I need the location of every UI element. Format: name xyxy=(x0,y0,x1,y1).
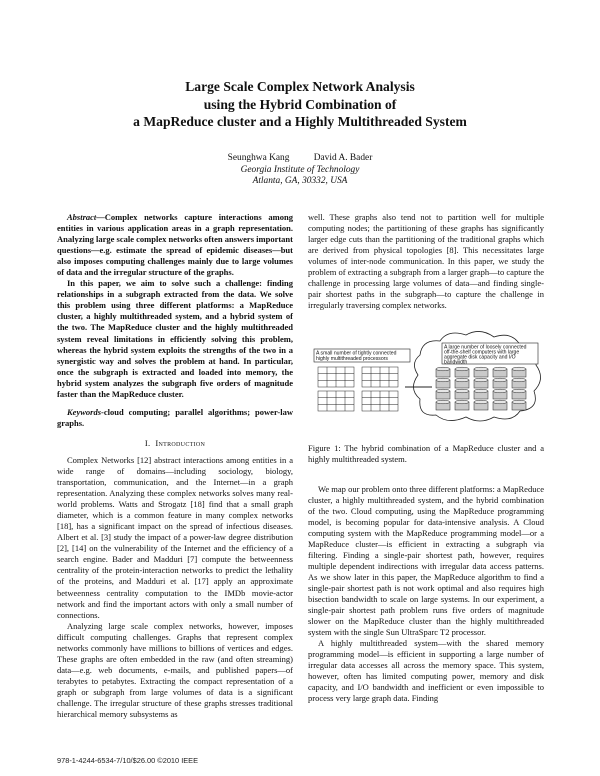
hybrid-system-diagram xyxy=(308,325,544,425)
body-paragraph-multithreaded: A highly multithreaded system—with the shared memory programming model—is efficient in supporting a large number of irregular data accesses all across the memory space. This system, however, often has limited computing power, memory and disk capacity, and I/O bandwidth and inefficient or even impossible to process very large graph data. Finding xyxy=(308,638,544,704)
title-line-3: a MapReduce cluster and a Highly Multithreaded System xyxy=(133,114,467,129)
left-label-line-2: highly multithreaded processors xyxy=(316,356,388,363)
affiliation: Georgia Institute of Technology xyxy=(240,164,360,175)
disk-top xyxy=(474,379,488,383)
disk-top xyxy=(455,379,469,383)
figure-1 xyxy=(308,325,544,425)
section-title: Introduction xyxy=(155,437,206,448)
disk-top xyxy=(512,390,526,394)
multithreaded-processors xyxy=(318,367,398,411)
disk-top xyxy=(493,368,507,372)
abstract-label: Abstract xyxy=(67,212,97,222)
body-paragraph-mapping: We map our problem onto three different platforms: a MapReduce cluster, a highly multithreaded system, and the hybrid combination of the two. Cloud computing, using the MapReduce programming model, is becoming popular for data-intensive analysis. A Cloud computing system with the MapReduce programming model—or a MapReduce cluster—is efficient in extracting a subgraph via filtering. Finding a single-pair shortest path, however, requires multiple dependent indirections with irregular data access patterns. As we show later in this paper, the MapReduce algorithm to find a single-pair shortest path is not work optimal and also requires high bisection bandwidth to scale on large systems. In our experiment, a single-pair shortest path problem runs five orders of magnitude slower on the MapReduce cluster than the highly multithreaded system with the single Sun UltraSparc T2 processor. xyxy=(308,483,544,638)
right-label-line-2: off-the-shelf computers with large xyxy=(444,349,520,356)
disk-top xyxy=(455,401,469,405)
disk-top xyxy=(436,368,450,372)
author-name: David A. Bader xyxy=(313,153,373,163)
right-label-line-3: aggregate disk capacity and I/O xyxy=(444,354,516,361)
section-heading xyxy=(57,438,293,449)
disk-top xyxy=(474,401,488,405)
disk-top xyxy=(436,379,450,383)
right-label-line-4: bandwidth xyxy=(444,359,468,366)
disk-top xyxy=(436,390,450,394)
disk-top xyxy=(512,401,526,405)
disk-top xyxy=(493,401,507,405)
author-names xyxy=(150,153,450,165)
disk-top xyxy=(512,368,526,372)
copyright-footer: 978-1-4244-6534-7/10/$26.00 ©2010 IEEE xyxy=(57,756,199,765)
author-block xyxy=(150,153,450,188)
disk-top xyxy=(455,390,469,394)
figure-caption: Figure 1: The hybrid combination of a MapReduce cluster and a highly multithreaded system. xyxy=(308,443,544,465)
disk-top xyxy=(436,401,450,405)
disk-top xyxy=(474,390,488,394)
disk-top xyxy=(474,368,488,372)
keywords-label: Keywords xyxy=(67,406,101,417)
disk-top xyxy=(493,379,507,383)
paper-title xyxy=(60,78,540,131)
abstract-paragraph xyxy=(57,212,293,278)
title-line-1: Large Scale Complex Network Analysis xyxy=(185,79,415,94)
section-numeral: I. xyxy=(144,437,151,448)
location: Atlanta, GA, 30332, USA xyxy=(252,176,348,186)
keywords-text: -cloud computing; parallel algorithms; power-law graphs. xyxy=(57,406,293,428)
body-paragraph-continued: well. These graphs also tend not to partition well for multiple computing nodes; the partitioning of these graphs has significantly larger edge cuts than the partitioning of the traditional graphs which are derived from physical topologies [8]. This necessitates large volumes of inter-node communication. In this paper, we study the problem of extracting a subgraph from a larger graph—to capture the challenge in processing large volumes of data—and finding single-pair shortest paths in the subgraph—to capture the challenge in irregularly traversing complex networks. xyxy=(308,212,544,311)
right-label-line-1: A large number of loosely connected xyxy=(444,344,527,351)
author-name: Seunghwa Kang xyxy=(227,153,290,163)
keywords xyxy=(57,407,293,429)
left-column xyxy=(57,212,293,720)
right-column xyxy=(308,212,544,704)
disk-top xyxy=(493,390,507,394)
intro-paragraph-2: Analyzing large scale complex networks, however, imposes difficult computing challenges. Graphs that represent complex networks commonly have millions to billions of vertices and edges. These graphs are often embedded in the raw (and often streaming) data—e.g. web documents, e-mails, and published papers—of terabytes to petabytes. Extracting the compact representation of a graph or subgraph from large volumes of data is a significant challenge. The irregular structure of these graphs stresses traditional hierarchical memory subsystems as xyxy=(57,620,293,720)
abstract-text: —Complex networks capture interactions among entities in various application areas in a graph representation. Analyzing large scale complex networks often answers important questions—e.g. estimate the spread of epidemic diseases—but also imposes computing challenges mainly due to large volumes of data and the irregular structure of the graphs. xyxy=(57,212,293,278)
intro-paragraph-1: Complex Networks [12] abstract interactions among entities in a wide range of domains—including sociology, biology, transportation, communication, and the Internet—in a graph representation. Analyzing these complex networks solves many real-world problems. Watts and Strogatz [18] find that a small graph diameter, which is a common feature in many complex networks [18], has a significant impact on the spread of infectious diseases. Albert et al. [3] study the impact of a power-law degree distribution [2], [14] on the vulnerability of the Internet and the efficiency of a search engine. Bader and Madduri [7] compute the betweenness centrality of the protein-interaction networks to predict the lethality of the proteins, and Madduri et al. [17] apply an approximate betweenness centrality computation to the IMDb movie-actor network and find the important actors with only a small number of connections. xyxy=(57,454,293,620)
title-line-2: using the Hybrid Combination of xyxy=(203,96,397,112)
left-label-line-1: A small number of tightly connected xyxy=(316,350,397,357)
disk-top xyxy=(512,379,526,383)
abstract-paragraph-2: In this paper, we aim to solve such a challenge: finding relationships in a subgraph extracted from the data. We solve this problem using three different platforms: a MapReduce cluster, a highly multithreaded system, and a hybrid system of the two. The MapReduce cluster and the highly multithreaded system reveal limitations in efficiently solving this problem, whereas the hybrid system exploits the strengths of the two in a synergistic way and solves the problem at hand. In particular, once the subgraph is extracted and loaded into memory, the hybrid system analyzes the subgraph five orders of magnitude faster than the MapReduce cluster. xyxy=(57,278,293,399)
disk-top xyxy=(455,368,469,372)
